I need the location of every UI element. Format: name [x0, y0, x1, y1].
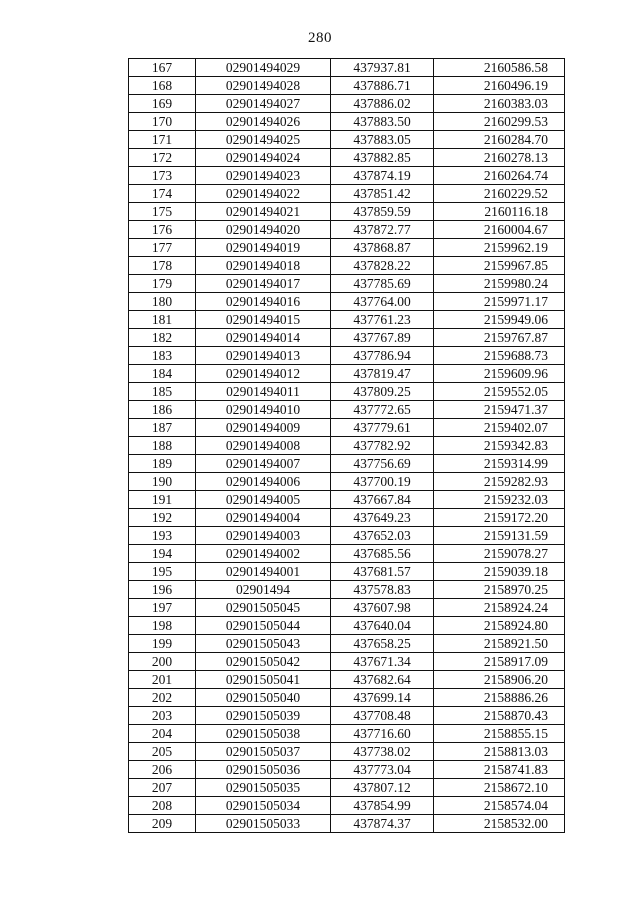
- point-number-cell: 197: [129, 599, 196, 617]
- point-number-cell: 176: [129, 221, 196, 239]
- y-coordinate-cell: 2158870.43: [434, 707, 565, 725]
- point-number-cell: 186: [129, 401, 196, 419]
- y-coordinate-cell: 2159971.17: [434, 293, 565, 311]
- point-id-cell: 02901494012: [196, 365, 331, 383]
- point-id-cell: 02901505043: [196, 635, 331, 653]
- y-coordinate-cell: 2159688.73: [434, 347, 565, 365]
- y-coordinate-cell: 2160299.53: [434, 113, 565, 131]
- table-body: [129, 59, 565, 833]
- point-id-cell: 02901505033: [196, 815, 331, 833]
- x-coordinate-cell: 437708.48: [331, 707, 434, 725]
- point-number-cell: 209: [129, 815, 196, 833]
- x-coordinate-cell: 437681.57: [331, 563, 434, 581]
- table-row: [129, 293, 565, 311]
- point-id-cell: 02901494024: [196, 149, 331, 167]
- point-number-cell: 200: [129, 653, 196, 671]
- y-coordinate-cell: 2159967.85: [434, 257, 565, 275]
- y-coordinate-cell: 2160284.70: [434, 131, 565, 149]
- point-id-cell: 02901494021: [196, 203, 331, 221]
- x-coordinate-cell: 437883.50: [331, 113, 434, 131]
- y-coordinate-cell: 2160383.03: [434, 95, 565, 113]
- table-row: [129, 113, 565, 131]
- y-coordinate-cell: 2158672.10: [434, 779, 565, 797]
- table-row: [129, 239, 565, 257]
- point-number-cell: 203: [129, 707, 196, 725]
- point-id-cell: 02901494018: [196, 257, 331, 275]
- x-coordinate-cell: 437882.85: [331, 149, 434, 167]
- y-coordinate-cell: 2160586.58: [434, 59, 565, 77]
- point-id-cell: 02901494029: [196, 59, 331, 77]
- y-coordinate-cell: 2158741.83: [434, 761, 565, 779]
- table-row: [129, 95, 565, 113]
- x-coordinate-cell: 437828.22: [331, 257, 434, 275]
- point-number-cell: 208: [129, 797, 196, 815]
- y-coordinate-cell: 2159314.99: [434, 455, 565, 473]
- point-id-cell: 02901505038: [196, 725, 331, 743]
- y-coordinate-cell: 2160116.18: [434, 203, 565, 221]
- x-coordinate-cell: 437779.61: [331, 419, 434, 437]
- point-id-cell: 02901494013: [196, 347, 331, 365]
- x-coordinate-cell: 437772.65: [331, 401, 434, 419]
- point-id-cell: 02901505040: [196, 689, 331, 707]
- point-id-cell: 02901494004: [196, 509, 331, 527]
- y-coordinate-cell: 2159078.27: [434, 545, 565, 563]
- point-id-cell: 02901494006: [196, 473, 331, 491]
- x-coordinate-cell: 437859.59: [331, 203, 434, 221]
- table-row: [129, 599, 565, 617]
- table-row: [129, 689, 565, 707]
- table-row: [129, 797, 565, 815]
- point-id-cell: 02901505041: [196, 671, 331, 689]
- y-coordinate-cell: 2158924.80: [434, 617, 565, 635]
- point-number-cell: 175: [129, 203, 196, 221]
- x-coordinate-cell: 437756.69: [331, 455, 434, 473]
- point-id-cell: 02901494028: [196, 77, 331, 95]
- x-coordinate-cell: 437640.04: [331, 617, 434, 635]
- point-id-cell: 02901494020: [196, 221, 331, 239]
- point-id-cell: 02901494017: [196, 275, 331, 293]
- y-coordinate-cell: 2158921.50: [434, 635, 565, 653]
- y-coordinate-cell: 2159609.96: [434, 365, 565, 383]
- x-coordinate-cell: 437716.60: [331, 725, 434, 743]
- table-row: [129, 761, 565, 779]
- x-coordinate-cell: 437937.81: [331, 59, 434, 77]
- table-row: [129, 617, 565, 635]
- point-number-cell: 196: [129, 581, 196, 599]
- point-id-cell: 02901494022: [196, 185, 331, 203]
- table-row: [129, 473, 565, 491]
- table-row: [129, 743, 565, 761]
- y-coordinate-cell: 2158532.00: [434, 815, 565, 833]
- x-coordinate-cell: 437761.23: [331, 311, 434, 329]
- x-coordinate-cell: 437809.25: [331, 383, 434, 401]
- point-number-cell: 177: [129, 239, 196, 257]
- table-row: [129, 77, 565, 95]
- point-number-cell: 185: [129, 383, 196, 401]
- point-number-cell: 189: [129, 455, 196, 473]
- y-coordinate-cell: 2160004.67: [434, 221, 565, 239]
- x-coordinate-cell: 437578.83: [331, 581, 434, 599]
- x-coordinate-cell: 437658.25: [331, 635, 434, 653]
- x-coordinate-cell: 437886.02: [331, 95, 434, 113]
- point-id-cell: 02901494007: [196, 455, 331, 473]
- point-number-cell: 170: [129, 113, 196, 131]
- point-number-cell: 202: [129, 689, 196, 707]
- table-row: [129, 707, 565, 725]
- table-row: [129, 167, 565, 185]
- table-row: [129, 581, 565, 599]
- point-number-cell: 183: [129, 347, 196, 365]
- point-number-cell: 167: [129, 59, 196, 77]
- x-coordinate-cell: 437883.05: [331, 131, 434, 149]
- y-coordinate-cell: 2159949.06: [434, 311, 565, 329]
- table-row: [129, 455, 565, 473]
- point-id-cell: 02901494023: [196, 167, 331, 185]
- point-id-cell: 02901494009: [196, 419, 331, 437]
- point-number-cell: 199: [129, 635, 196, 653]
- point-id-cell: 02901494015: [196, 311, 331, 329]
- x-coordinate-cell: 437700.19: [331, 473, 434, 491]
- point-id-cell: 02901494026: [196, 113, 331, 131]
- y-coordinate-cell: 2158574.04: [434, 797, 565, 815]
- x-coordinate-cell: 437685.56: [331, 545, 434, 563]
- y-coordinate-cell: 2159402.07: [434, 419, 565, 437]
- y-coordinate-cell: 2159282.93: [434, 473, 565, 491]
- point-number-cell: 184: [129, 365, 196, 383]
- x-coordinate-cell: 437807.12: [331, 779, 434, 797]
- x-coordinate-cell: 437738.02: [331, 743, 434, 761]
- table-row: [129, 725, 565, 743]
- point-number-cell: 205: [129, 743, 196, 761]
- point-id-cell: 02901494027: [196, 95, 331, 113]
- table-row: [129, 401, 565, 419]
- y-coordinate-cell: 2159232.03: [434, 491, 565, 509]
- y-coordinate-cell: 2158924.24: [434, 599, 565, 617]
- x-coordinate-cell: 437652.03: [331, 527, 434, 545]
- table-row: [129, 815, 565, 833]
- point-id-cell: 02901494003: [196, 527, 331, 545]
- point-id-cell: 02901505034: [196, 797, 331, 815]
- table-row: [129, 383, 565, 401]
- y-coordinate-cell: 2158917.09: [434, 653, 565, 671]
- coordinate-table: [128, 58, 565, 833]
- table-row: [129, 131, 565, 149]
- x-coordinate-cell: 437767.89: [331, 329, 434, 347]
- point-number-cell: 180: [129, 293, 196, 311]
- point-id-cell: 02901494025: [196, 131, 331, 149]
- point-id-cell: 02901505044: [196, 617, 331, 635]
- y-coordinate-cell: 2158906.20: [434, 671, 565, 689]
- x-coordinate-cell: 437851.42: [331, 185, 434, 203]
- y-coordinate-cell: 2159767.87: [434, 329, 565, 347]
- table-row: [129, 185, 565, 203]
- point-id-cell: 02901505035: [196, 779, 331, 797]
- point-id-cell: 02901494001: [196, 563, 331, 581]
- table-row: [129, 491, 565, 509]
- point-id-cell: 02901505039: [196, 707, 331, 725]
- y-coordinate-cell: 2159552.05: [434, 383, 565, 401]
- point-id-cell: 02901494011: [196, 383, 331, 401]
- point-id-cell: 02901494010: [196, 401, 331, 419]
- x-coordinate-cell: 437785.69: [331, 275, 434, 293]
- x-coordinate-cell: 437671.34: [331, 653, 434, 671]
- point-id-cell: 02901505045: [196, 599, 331, 617]
- page-number: 280: [308, 30, 332, 46]
- x-coordinate-cell: 437886.71: [331, 77, 434, 95]
- table-row: [129, 563, 565, 581]
- x-coordinate-cell: 437872.77: [331, 221, 434, 239]
- y-coordinate-cell: 2159039.18: [434, 563, 565, 581]
- x-coordinate-cell: 437764.00: [331, 293, 434, 311]
- table-row: [129, 347, 565, 365]
- x-coordinate-cell: 437773.04: [331, 761, 434, 779]
- point-number-cell: 188: [129, 437, 196, 455]
- point-id-cell: 02901505036: [196, 761, 331, 779]
- point-id-cell: 02901505037: [196, 743, 331, 761]
- x-coordinate-cell: 437868.87: [331, 239, 434, 257]
- y-coordinate-cell: 2159172.20: [434, 509, 565, 527]
- point-number-cell: 198: [129, 617, 196, 635]
- y-coordinate-cell: 2159471.37: [434, 401, 565, 419]
- y-coordinate-cell: 2158855.15: [434, 725, 565, 743]
- point-id-cell: 02901494008: [196, 437, 331, 455]
- table-row: [129, 437, 565, 455]
- point-number-cell: 172: [129, 149, 196, 167]
- point-number-cell: 207: [129, 779, 196, 797]
- x-coordinate-cell: 437874.19: [331, 167, 434, 185]
- table-row: [129, 149, 565, 167]
- table-row: [129, 257, 565, 275]
- table-row: [129, 203, 565, 221]
- x-coordinate-cell: 437874.37: [331, 815, 434, 833]
- x-coordinate-cell: 437699.14: [331, 689, 434, 707]
- point-number-cell: 171: [129, 131, 196, 149]
- x-coordinate-cell: 437682.64: [331, 671, 434, 689]
- point-number-cell: 204: [129, 725, 196, 743]
- table-row: [129, 527, 565, 545]
- point-number-cell: 182: [129, 329, 196, 347]
- point-number-cell: 179: [129, 275, 196, 293]
- y-coordinate-cell: 2160278.13: [434, 149, 565, 167]
- point-number-cell: 181: [129, 311, 196, 329]
- point-number-cell: 190: [129, 473, 196, 491]
- point-number-cell: 178: [129, 257, 196, 275]
- point-id-cell: 02901494005: [196, 491, 331, 509]
- point-id-cell: 02901505042: [196, 653, 331, 671]
- point-id-cell: 02901494019: [196, 239, 331, 257]
- table-row: [129, 779, 565, 797]
- y-coordinate-cell: 2160496.19: [434, 77, 565, 95]
- point-number-cell: 194: [129, 545, 196, 563]
- table-row: [129, 329, 565, 347]
- x-coordinate-cell: 437819.47: [331, 365, 434, 383]
- table-row: [129, 365, 565, 383]
- x-coordinate-cell: 437854.99: [331, 797, 434, 815]
- table-row: [129, 419, 565, 437]
- point-number-cell: 193: [129, 527, 196, 545]
- point-number-cell: 201: [129, 671, 196, 689]
- y-coordinate-cell: 2159962.19: [434, 239, 565, 257]
- y-coordinate-cell: 2159131.59: [434, 527, 565, 545]
- x-coordinate-cell: 437786.94: [331, 347, 434, 365]
- y-coordinate-cell: 2158886.26: [434, 689, 565, 707]
- y-coordinate-cell: 2159980.24: [434, 275, 565, 293]
- point-id-cell: 02901494014: [196, 329, 331, 347]
- point-id-cell: 02901494016: [196, 293, 331, 311]
- point-number-cell: 187: [129, 419, 196, 437]
- table-row: [129, 653, 565, 671]
- table-row: [129, 509, 565, 527]
- y-coordinate-cell: 2158813.03: [434, 743, 565, 761]
- point-number-cell: 195: [129, 563, 196, 581]
- table-row: [129, 275, 565, 293]
- point-number-cell: 174: [129, 185, 196, 203]
- x-coordinate-cell: 437782.92: [331, 437, 434, 455]
- x-coordinate-cell: 437667.84: [331, 491, 434, 509]
- point-number-cell: 192: [129, 509, 196, 527]
- table-row: [129, 635, 565, 653]
- point-id-cell: 02901494002: [196, 545, 331, 563]
- y-coordinate-cell: 2160264.74: [434, 167, 565, 185]
- point-number-cell: 206: [129, 761, 196, 779]
- y-coordinate-cell: 2158970.25: [434, 581, 565, 599]
- table-row: [129, 671, 565, 689]
- point-number-cell: 173: [129, 167, 196, 185]
- table-row: [129, 545, 565, 563]
- y-coordinate-cell: 2159342.83: [434, 437, 565, 455]
- point-number-cell: 191: [129, 491, 196, 509]
- y-coordinate-cell: 2160229.52: [434, 185, 565, 203]
- table-row: [129, 221, 565, 239]
- x-coordinate-cell: 437607.98: [331, 599, 434, 617]
- x-coordinate-cell: 437649.23: [331, 509, 434, 527]
- point-number-cell: 169: [129, 95, 196, 113]
- table-row: [129, 311, 565, 329]
- point-number-cell: 168: [129, 77, 196, 95]
- table-row: [129, 59, 565, 77]
- point-id-cell: 02901494: [196, 581, 331, 599]
